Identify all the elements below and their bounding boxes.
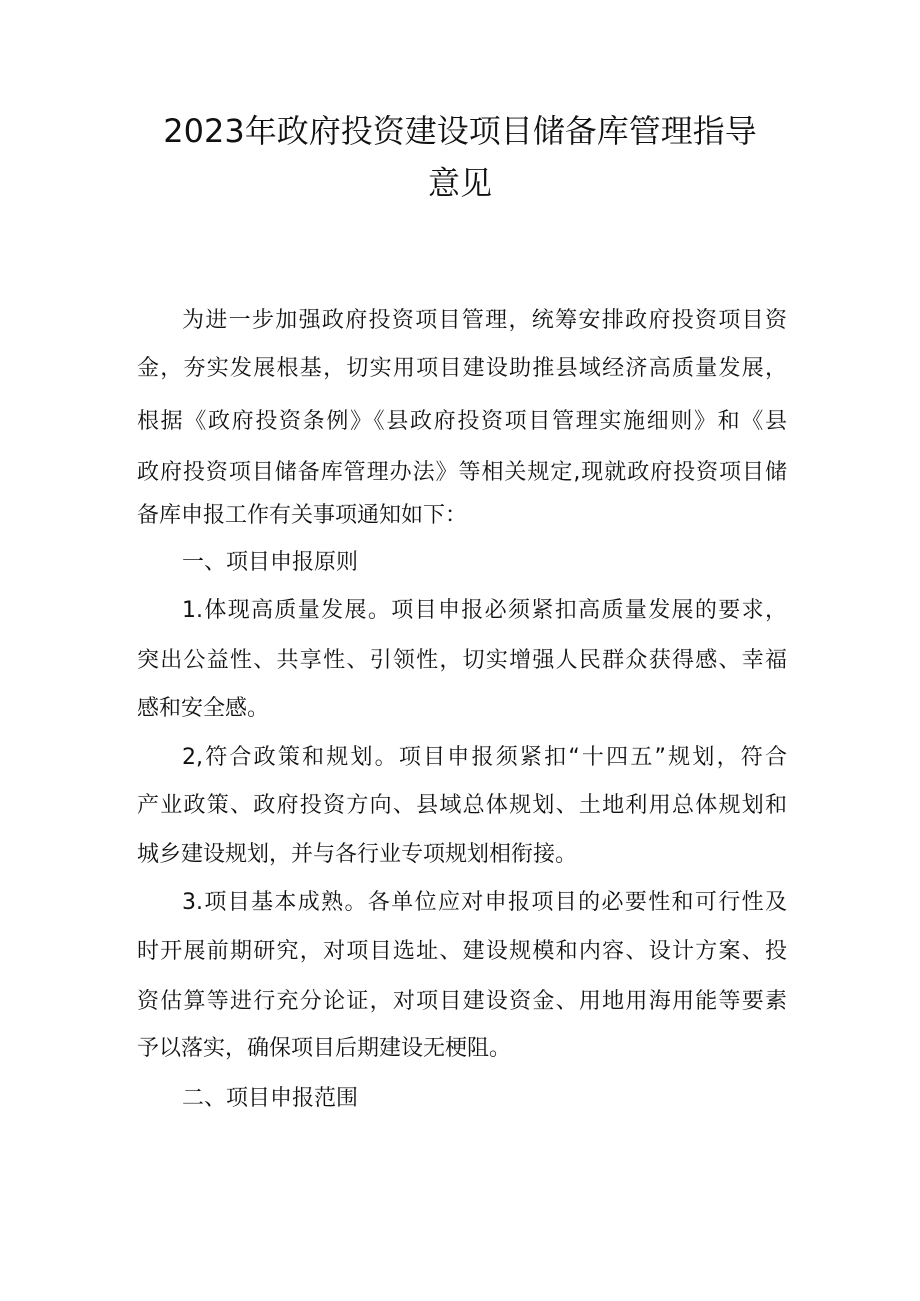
item-2-line-1: 2,符合政策和规划。项目申报须紧扣“十四五”规划，符合 [182,745,787,770]
item-3-line-3: 资估算等进行充分论证，对项目建设资金、用地用海用能等要素 [137,989,787,1014]
item-1-line-2: 突出公益性、共享性、引领性，切实增强人民群众获得感、幸福 [137,648,787,673]
document-title-line-1: 2023年政府投资建设项目储备库管理指导 [163,112,757,150]
item-2-line-3: 城乡建设规划，并与各行业专项规划相衔接。 [137,842,578,867]
intro-paragraph-line-5: 备库申报工作有关事项通知如下： [137,503,468,528]
section-heading-2: 二、项目申报范围 [182,1086,359,1111]
document-title-line-2: 意见 [427,164,492,202]
item-1-line-3: 感和安全感。 [137,696,270,721]
intro-paragraph-line-3: 根据《政府投资条例》《县政府投资项目管理实施细则》和《县 [137,409,787,434]
intro-paragraph-line-4: 政府投资项目储备库管理办法》等相关规定,现就政府投资项目储 [137,460,787,485]
item-1-line-1: 1.体现高质量发展。项目申报必须紧扣高质量发展的要求， [182,598,787,623]
intro-paragraph-line-1: 为进一步加强政府投资项目管理，统筹安排政府投资项目资 [182,308,787,333]
intro-paragraph-line-2: 金，夯实发展根基，切实用项目建设助推县域经济高质量发展， [137,356,787,381]
item-3-line-1: 3.项目基本成熟。各单位应对申报项目的必要性和可行性及 [182,890,787,915]
item-2-line-2: 产业政策、政府投资方向、县域总体规划、土地利用总体规划和 [137,793,787,818]
item-3-line-2: 时开展前期研究，对项目选址、建设规模和内容、设计方案、投 [137,939,787,964]
item-3-line-4: 予以落实，确保项目后期建设无梗阻。 [137,1036,512,1061]
section-heading-1: 一、项目申报原则 [182,550,359,575]
